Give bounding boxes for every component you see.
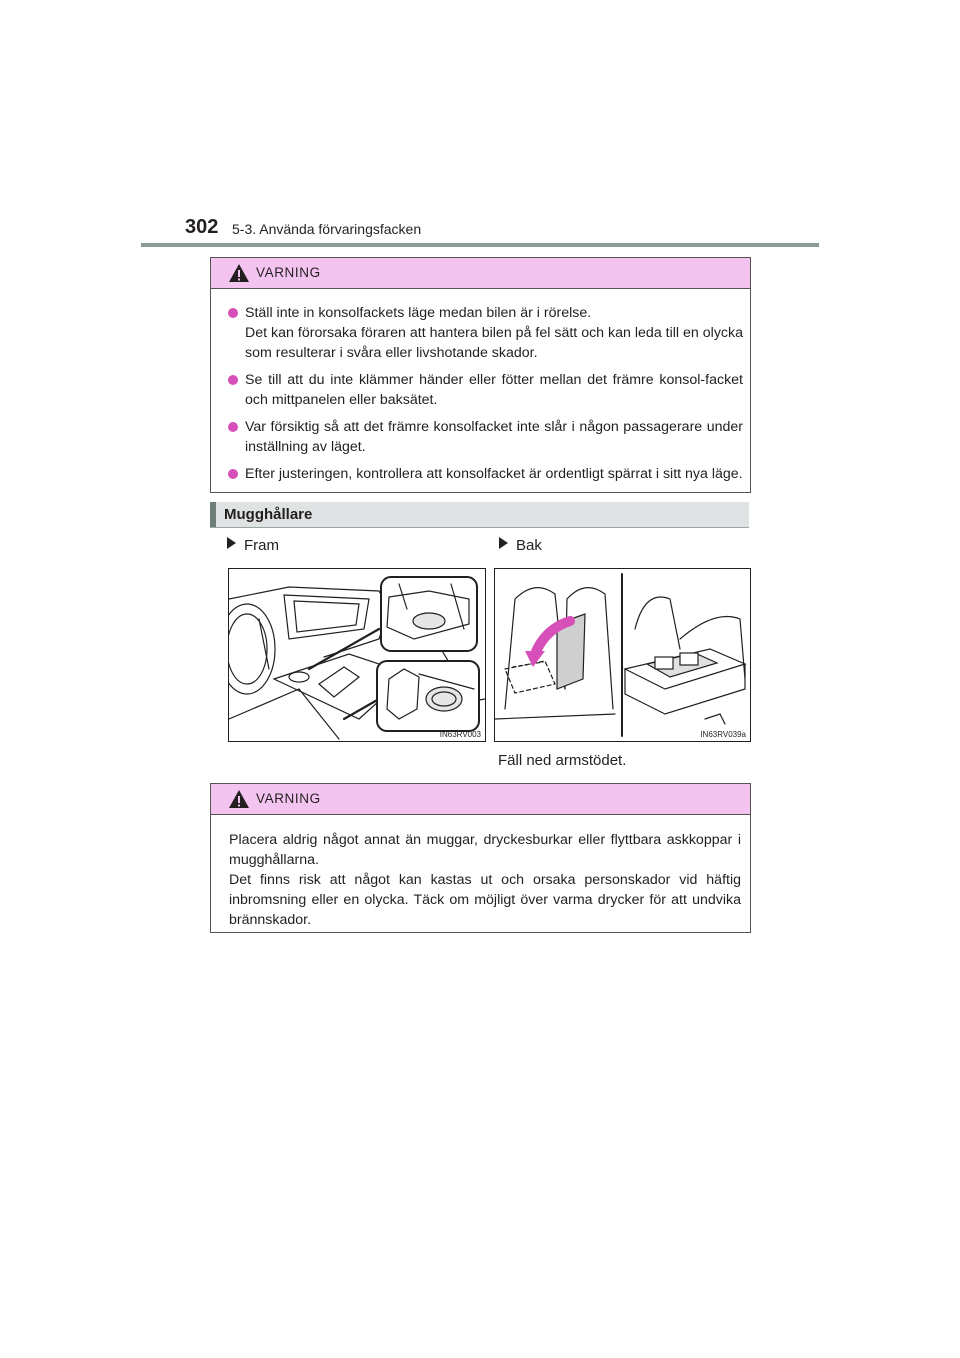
warning-item	[228, 417, 743, 457]
warning-item	[228, 303, 743, 363]
warning-title: VARNING	[256, 265, 321, 280]
header-rule	[141, 243, 819, 247]
warning-item-text: Ställ inte in konsolfackets läge medan bilen är i rörelse.	[245, 305, 592, 321]
image-code: IN63RV003	[439, 730, 481, 739]
rear-caption: Fäll ned armstödet.	[498, 752, 627, 769]
warning-item	[228, 370, 743, 410]
rear-cupholder-illustration	[494, 568, 751, 742]
warning-triangle-icon	[228, 263, 250, 283]
warning-item-text: Det kan förorsaka föraren att hantera bilen på fel sätt och kan leda till en olycka som resulterar i svåra eller livshotande skador.	[245, 325, 743, 361]
triangle-bullet-icon	[227, 537, 236, 549]
image-code: IN63RV039a	[700, 730, 746, 739]
bullet-icon	[228, 375, 238, 385]
warning-text: Det finns risk att något kan kastas ut och orsaka personskador vid häftig inbromsning eller en olycka. Täck om möjligt över varma drycker för att undvika brännskador.	[229, 872, 741, 928]
rear-label-text: Bak	[516, 537, 542, 554]
front-cupholder-illustration	[228, 568, 486, 742]
bullet-icon	[228, 308, 238, 318]
warning-header	[211, 784, 750, 815]
triangle-bullet-icon	[499, 537, 508, 549]
page-number: 302	[185, 216, 219, 238]
warning-text: Placera aldrig något annat än muggar, dryckesburkar eller flyttbara askkoppar i mugghållarna.	[229, 832, 741, 868]
warning-item	[228, 464, 743, 484]
warning-item-text: Var försiktig så att det främre konsolfacket inte slår i någon passagerare under inställning av läget.	[245, 419, 743, 455]
bullet-icon	[228, 469, 238, 479]
front-label	[227, 537, 279, 555]
bullet-icon	[228, 422, 238, 432]
warning-box	[210, 783, 751, 933]
warning-header	[211, 258, 750, 289]
section-heading-bar	[210, 502, 216, 527]
section-heading-title: Mugghållare	[224, 506, 313, 523]
warning-box	[210, 257, 751, 493]
warning-item-text: Efter justeringen, kontrollera att konsolfacket är ordentligt spärrat i sitt nya läge.	[245, 466, 743, 482]
front-label-text: Fram	[244, 537, 279, 554]
section-title: 5-3. Använda förvaringsfacken	[232, 221, 422, 237]
rear-label	[499, 537, 542, 555]
warning-item-text: Se till att du inte klämmer händer eller fötter mellan det främre konsol-facket och mittpanelen eller baksätet.	[245, 372, 743, 408]
warning-title: VARNING	[256, 791, 321, 806]
section-heading	[210, 502, 749, 528]
warning-triangle-icon	[228, 789, 250, 809]
